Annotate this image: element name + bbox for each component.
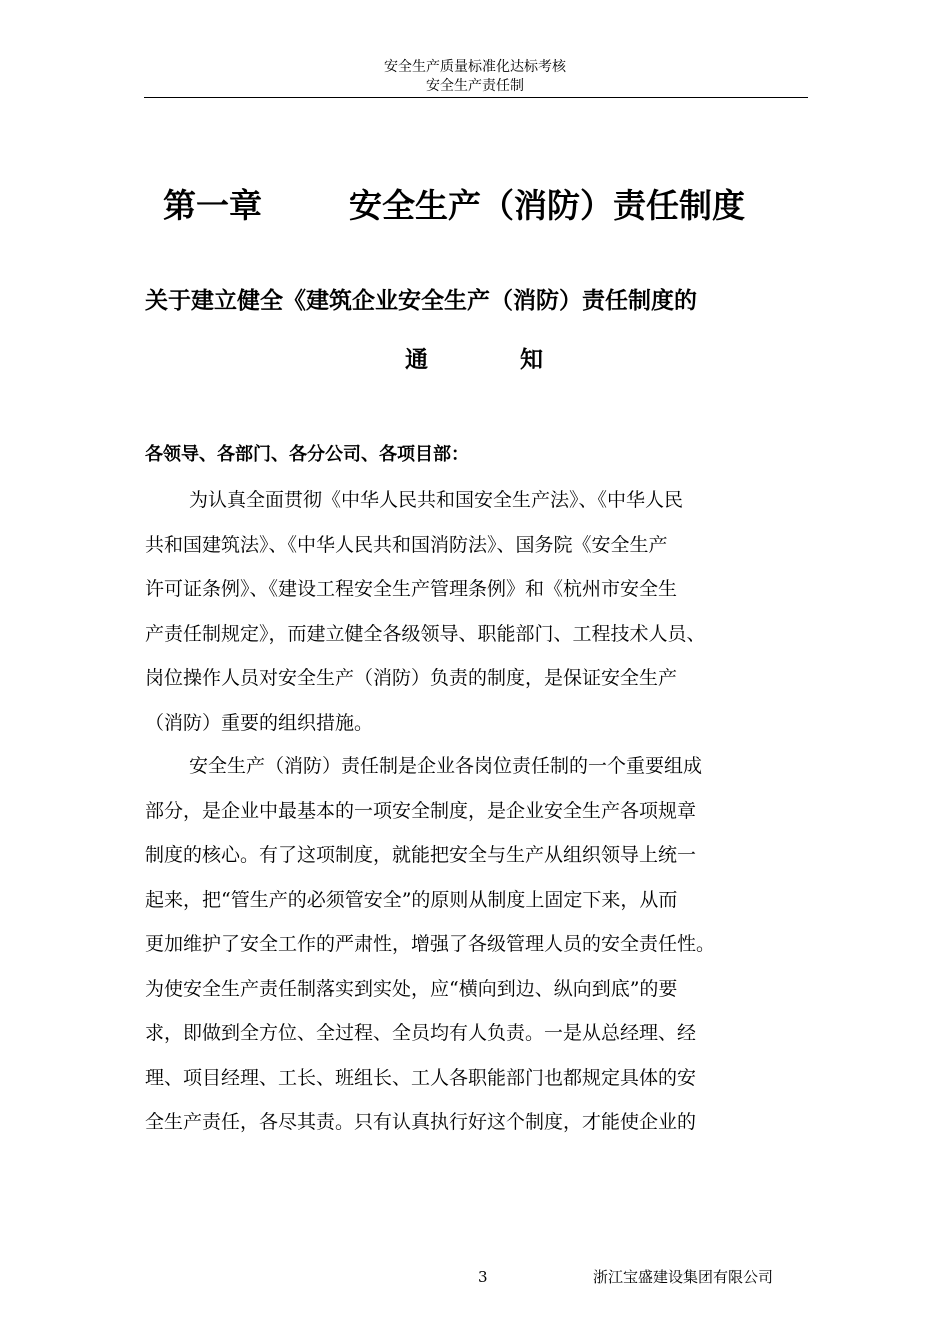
paragraph-line: 制度的核心。有了这项制度，就能把安全与生产从组织领导上统一 [145, 844, 697, 866]
paragraph-line: 为使安全生产责任制落实到实处，应“横向到边、纵向到底”的要 [145, 977, 678, 1000]
paragraph-line: 岗位操作人员对安全生产（消防）负责的制度，是保证安全生产 [145, 667, 678, 689]
paragraph-line: 求，即做到全方位、全过程、全员均有人负责。一是从总经理、经 [145, 1022, 697, 1044]
chapter-heading [163, 180, 803, 232]
notice-title: 关于建立健全《建筑企业安全生产（消防）责任制度的 [145, 288, 697, 314]
page-header [0, 58, 950, 96]
paragraph-line: 产责任制规定》，而建立健全各级领导、职能部门、工程技术人员、 [145, 622, 706, 645]
paragraph-line: 共和国建筑法》、《中华人民共和国消防法》、国务院《安全生产 [145, 533, 668, 556]
paragraph-line: 全生产责任，各尽其责。只有认真执行好这个制度，才能使企业的 [145, 1111, 697, 1133]
header-line-2: 安全生产责任制 [426, 78, 524, 94]
paragraph-line: （消防）重要的组织措施。 [145, 711, 374, 734]
paragraph-1 [145, 478, 825, 745]
notice-title-char-2: 知 [520, 347, 543, 373]
paragraph-line: 部分，是企业中最基本的一项安全制度，是企业安全生产各项规章 [145, 799, 697, 822]
paragraph-line: 更加维护了安全工作的严肃性，增强了各级管理人员的安全责任性。 [145, 933, 716, 955]
paragraph-line: 为认真全面贯彻《中华人民共和国安全生产法》、《中华人民 [189, 489, 684, 511]
notice-title-continuation [0, 338, 950, 382]
paragraph-line: 许可证条例》、《建设工程安全生产管理条例》和《杭州市安全生 [145, 578, 678, 600]
chapter-number: 第一章 [163, 186, 262, 225]
salutation: 各领导、各部门、各分公司、各项目部： [145, 444, 469, 465]
header-line-1: 安全生产质量标准化达标考核 [384, 59, 566, 75]
paragraph-line: 起来，把“管生产的必须管安全”的原则从制度上固定下来，从而 [145, 888, 678, 911]
chapter-title: 安全生产（消防）责任制度 [349, 186, 745, 225]
paragraph-2 [145, 744, 825, 1145]
notice-title-char-1: 通 [405, 347, 428, 373]
page-number: 3 [478, 1268, 488, 1286]
paragraph-line: 安全生产（消防）责任制是企业各岗位责任制的一个重要组成 [189, 755, 703, 777]
paragraph-line: 理、项目经理、工长、班组长、工人各职能部门也都规定具体的安 [145, 1066, 697, 1089]
header-rule [144, 97, 808, 98]
footer-company: 浙江宝盛建设集团有限公司 [593, 1268, 774, 1286]
